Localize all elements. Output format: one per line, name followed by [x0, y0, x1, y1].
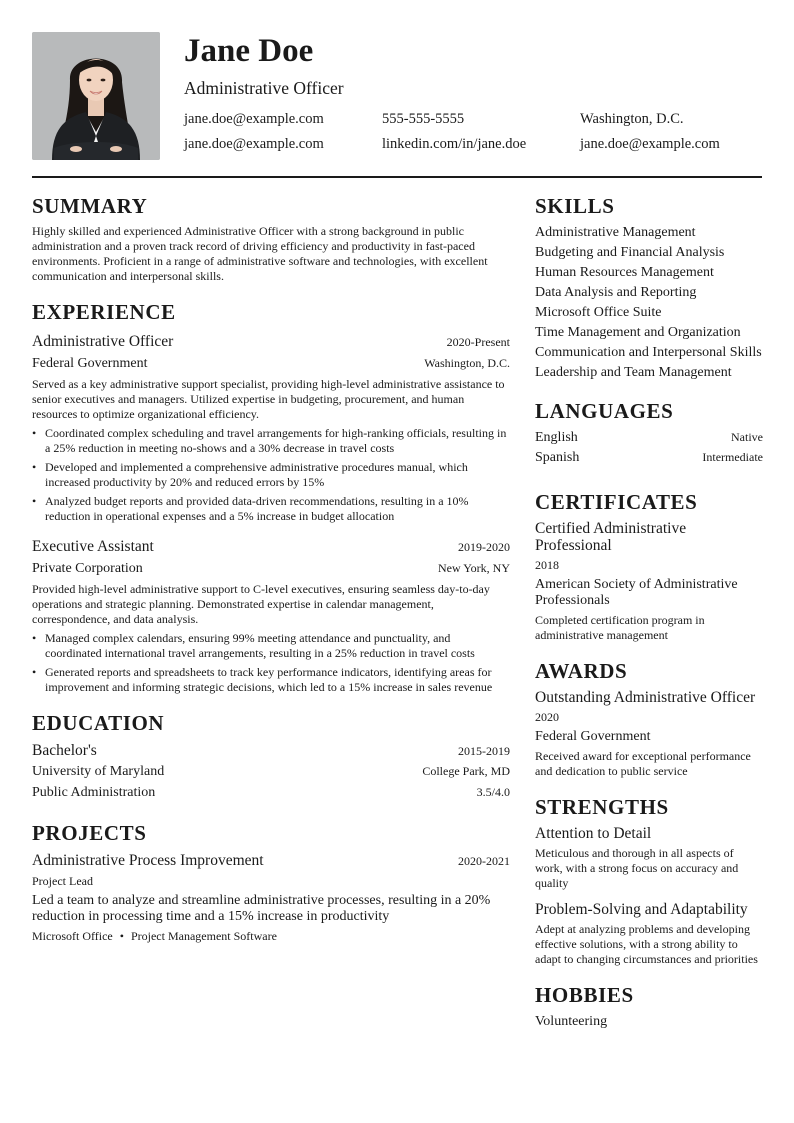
- skill-item: Budgeting and Financial Analysis: [535, 245, 725, 260]
- job-organization: Private Corporation: [32, 561, 143, 576]
- certificate-year: 2018: [535, 558, 559, 572]
- list-item: • Generated reports and spreadsheets to track key performance indicators, identifying areas for improvement and informing strategic decisions, which led to a 15% increase in sales revenue: [32, 665, 510, 695]
- list-item: • Coordinated complex scheduling and travel arrangements for high-ranking officials, resulting in a 25% reduction in meeting no-shows and a 30% decrease in travel costs: [32, 426, 510, 456]
- job-dates: 2019-2020: [458, 540, 510, 554]
- skill-item: Leadership and Team Management: [535, 365, 732, 380]
- skill-item: Data Analysis and Reporting: [535, 285, 697, 300]
- strength-description: Meticulous and thorough in all aspects of work, with a strong focus on accuracy and quality: [535, 846, 739, 890]
- certificate-description: Completed certification program in administrative management: [535, 613, 705, 642]
- experience-section: [32, 298, 510, 695]
- project-technologies: [32, 929, 510, 944]
- job-role: Executive Assistant: [32, 538, 154, 555]
- job-organization: Federal Government: [32, 356, 148, 371]
- language-name: English: [535, 430, 578, 445]
- language-row: [535, 448, 763, 468]
- section-heading: SKILLS: [535, 194, 615, 218]
- strength-item: [535, 901, 763, 967]
- right-column: [535, 192, 763, 1032]
- degree: Bachelor's: [32, 742, 97, 759]
- strength-name: Attention to Detail: [535, 825, 652, 842]
- job-location: Washington, D.C.: [424, 356, 510, 370]
- left-column: [32, 192, 510, 944]
- hobbies-section: [535, 981, 763, 1032]
- job-achievements: [32, 631, 510, 695]
- skill-item: Time Management and Organization: [535, 325, 741, 340]
- contact-email[interactable]: jane.doe@example.com: [580, 136, 720, 152]
- school-name: University of Maryland: [32, 764, 165, 779]
- awards-section: [535, 657, 763, 779]
- school-location: College Park, MD: [422, 764, 510, 778]
- job-description: Provided high-level administrative support to C-level executives, ensuring seamless day-to-day operations and strategic planning. Demonstrated expertise in calendar management, correspondence, and data analysis.: [32, 582, 490, 626]
- experience-entry: [32, 332, 510, 524]
- contact-location: Washington, D.C.: [580, 111, 684, 127]
- skill-item: Human Resources Management: [535, 265, 714, 280]
- list-item: • Developed and implemented a comprehensive administrative procedures manual, which increased productivity by 20% and reduced errors by 15%: [32, 460, 510, 490]
- award-description: Received award for exceptional performance and dedication to public service: [535, 749, 751, 778]
- job-role: Administrative Officer: [32, 333, 174, 350]
- section-heading: LANGUAGES: [535, 399, 674, 423]
- section-heading: AWARDS: [535, 659, 628, 683]
- strengths-section: [535, 793, 763, 967]
- award-issuer: Federal Government: [535, 729, 651, 744]
- summary-text: Highly skilled and experienced Administrative Officer with a strong background in public administration and a proven track record of driving efficiency and productivity in fast-paced environments. Proficient in a range of administrative software and technologies, with excellent communication and interpersonal skills.: [32, 224, 488, 283]
- contact-email[interactable]: jane.doe@example.com: [184, 111, 324, 127]
- tech-tag: Project Management Software: [130, 929, 277, 943]
- section-heading: STRENGTHS: [535, 795, 669, 819]
- hobby-item: Volunteering: [535, 1014, 608, 1029]
- job-achievements: [32, 426, 510, 524]
- section-heading: HOBBIES: [535, 983, 634, 1007]
- language-name: Spanish: [535, 450, 580, 465]
- section-heading: CERTIFICATES: [535, 490, 698, 514]
- education-section: [32, 709, 510, 803]
- summary-section: [32, 192, 510, 284]
- skills-section: [535, 192, 763, 383]
- section-heading: PROJECTS: [32, 821, 147, 845]
- project-dates: 2020-2021: [458, 854, 510, 868]
- projects-section: [32, 819, 510, 944]
- candidate-name: Jane Doe: [184, 33, 314, 69]
- language-level: Native: [731, 430, 763, 444]
- project-description: Led a team to analyze and streamline administrative processes, resulting in a 20% reduction in processing time and a 15% increase in productivity: [32, 893, 491, 924]
- skill-item: Communication and Interpersonal Skills: [535, 345, 762, 360]
- job-description: Served as a key administrative support specialist, providing high-level administrative assistance to senior executives and managers. Utilized expertise in budgeting, procurement, and human resources to optimize organizational efficiency.: [32, 377, 505, 421]
- experience-entry: [32, 537, 510, 695]
- resume-header: [32, 32, 762, 160]
- strength-description: Adept at analyzing problems and developing effective solutions, with a strong ability to adapt to changing circumstances and priorities: [535, 922, 758, 966]
- candidate-title: Administrative Officer: [184, 78, 344, 98]
- job-dates: 2020-Present: [446, 335, 510, 349]
- skill-item: Administrative Management: [535, 225, 696, 240]
- tech-tag: Microsoft Office: [32, 929, 113, 943]
- strength-name: Problem-Solving and Adaptability: [535, 901, 748, 918]
- header-divider: [32, 176, 762, 178]
- section-heading: EXPERIENCE: [32, 300, 176, 324]
- contact-email[interactable]: jane.doe@example.com: [184, 136, 324, 152]
- language-row: [535, 428, 763, 448]
- profile-photo: [32, 32, 160, 160]
- contact-phone[interactable]: 555-555-5555: [382, 111, 465, 127]
- award-year: 2020: [535, 710, 559, 724]
- strength-item: [535, 825, 763, 891]
- list-item: • Analyzed budget reports and provided data-driven recommendations, resulting in a 10% reduction in operational expenses and a 5% increase in budget allocation: [32, 494, 510, 524]
- education-dates: 2015-2019: [458, 744, 510, 758]
- list-item: • Managed complex calendars, ensuring 99% meeting attendance and punctuality, and coordinated international travel arrangements, resulting in a 25% reduction in travel costs: [32, 631, 510, 661]
- languages-section: [535, 397, 763, 468]
- certificate-issuer: American Society of Administrative Professionals: [535, 577, 738, 608]
- project-name: Administrative Process Improvement: [32, 852, 264, 869]
- certificates-section: [535, 488, 763, 643]
- award-name: Outstanding Administrative Officer: [535, 689, 756, 706]
- contact-linkedin[interactable]: linkedin.com/in/jane.doe: [382, 136, 527, 152]
- skill-item: Microsoft Office Suite: [535, 305, 662, 320]
- section-heading: SUMMARY: [32, 194, 148, 218]
- field-of-study: Public Administration: [32, 785, 156, 800]
- certificate-name: Certified Administrative Professional: [535, 520, 687, 554]
- language-level: Intermediate: [702, 450, 763, 464]
- separator: •: [119, 929, 124, 943]
- gpa: 3.5/4.0: [476, 785, 510, 799]
- section-heading: EDUCATION: [32, 711, 165, 735]
- project-role: Project Lead: [32, 874, 93, 888]
- job-location: New York, NY: [437, 561, 510, 575]
